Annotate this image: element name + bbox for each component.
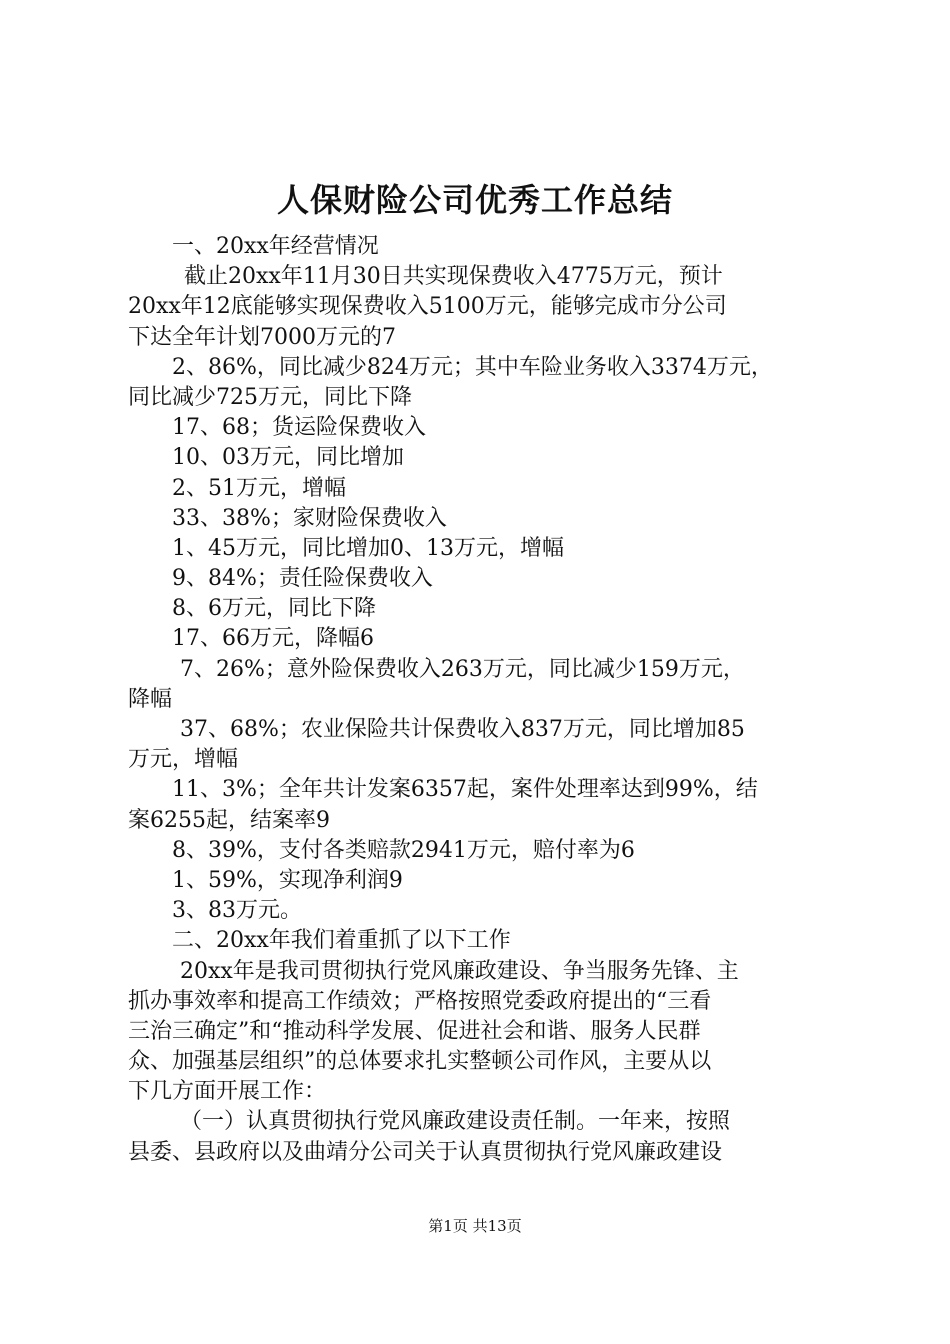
paragraph-line: 1、59%，实现净利润9 [172,867,403,893]
paragraph-line: （一）认真贯彻执行党风廉政建设责任制。一年来，按照 [180,1109,731,1135]
paragraph-line: 降幅 [128,686,173,712]
paragraph-line: 同比减少725万元，同比下降 [128,384,412,410]
paragraph-line: 8、39%，支付各类赔款2941万元，赔付率为6 [172,837,635,863]
paragraph-line: 10、03万元，同比增加 [172,445,404,471]
section-heading: 一、20xx年经营情况 [172,234,379,259]
paragraph-line: 20xx年12底能够实现保费收入5100万元，能够完成市分公司 [128,294,727,320]
paragraph-line: 2、51万元，增幅 [172,475,346,501]
paragraph-line: 县委、县政府以及曲靖分公司关于认真贯彻执行党风廉政建设 [128,1139,723,1165]
paragraph-line: 三治三确定”和“推动科学发展、促进社会和谐、服务人民群 [128,1018,701,1044]
paragraph-line: 3、83万元。 [172,898,302,924]
paragraph-line: 万元，增幅 [128,747,239,773]
document-body [128,232,834,1168]
paragraph-line: 9、84%；责任险保费收入 [172,566,433,592]
page-number-footer: 第1页 共13页 [428,1217,522,1235]
paragraph-line: 截止20xx年11月30日共实现保费收入4775万元，预计 [184,264,723,290]
paragraph-line: 众、加强基层组织”的总体要求扎实整顿公司作风，主要从以 [128,1049,712,1075]
paragraph-line: 17、66万元，降幅6 [172,626,374,652]
paragraph-line: 下几方面开展工作： [128,1079,327,1105]
paragraph-line: 11、3%；全年共计发案6357起，案件处理率达到99%，结 [172,777,758,803]
paragraph-line: 7、26%；意外险保费收入263万元，同比减少159万元， [180,656,745,682]
paragraph-line: 17、68；货运险保费收入 [172,415,426,441]
paragraph-line: 抓办事效率和提高工作绩效；严格按照党委政府提出的“三看 [128,988,712,1014]
paragraph-line: 33、38%；家财险保费收入 [172,505,447,531]
paragraph-line: 20xx年是我司贯彻执行党风廉政建设、争当服务先锋、主 [180,958,739,984]
paragraph-line: 2、86%，同比减少824万元；其中车险业务收入3374万元， [172,354,773,380]
document-title: 人保财险公司优秀工作总结 [276,181,673,219]
section-heading: 二、20xx年我们着重抓了以下工作 [172,928,511,954]
paragraph-line: 37、68%；农业保险共计保费收入837万元，同比增加85 [180,717,745,742]
paragraph-line: 下达全年计划7000万元的7 [128,324,396,350]
paragraph-line: 1、45万元，同比增加0、13万元，增幅 [172,535,564,561]
paragraph-line: 案6255起，结案率9 [128,807,330,833]
paragraph-line: 8、6万元，同比下降 [172,596,376,622]
